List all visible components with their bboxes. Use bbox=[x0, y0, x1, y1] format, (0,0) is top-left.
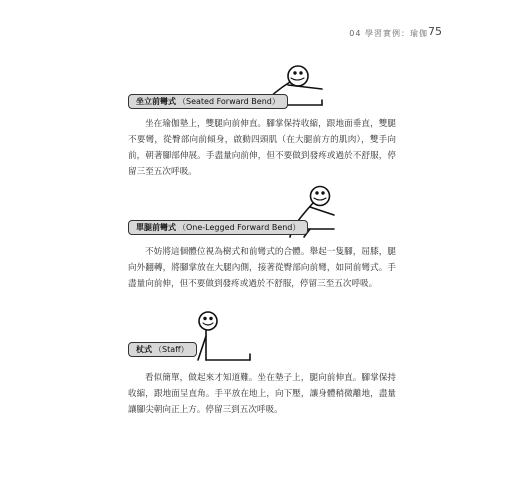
page-number: 75 bbox=[428, 25, 442, 38]
section-title-en: （One-Legged Forward Bend） bbox=[178, 223, 301, 232]
section-label-staff bbox=[128, 342, 197, 357]
section-title-zh: 單腿前彎式 bbox=[136, 223, 176, 232]
section-title-en: （Seated Forward Bend） bbox=[178, 97, 280, 106]
section-title-zh: 坐立前彎式 bbox=[136, 97, 176, 106]
figure-head bbox=[288, 66, 308, 86]
section-label-seated-forward-bend bbox=[128, 94, 288, 109]
section-body-staff: 看似簡單，做起來才知道難。坐在墊子上，腿向前伸直。腳掌保持收縮，跟地面呈直角。手平放在地上，向下壓，讓身體稍微離地，盡量讓腳尖朝向正上方。停留三到五次呼吸。 bbox=[128, 373, 396, 415]
section-title-zh: 杖式 bbox=[136, 345, 152, 354]
staff-pose-figure bbox=[188, 310, 254, 370]
section-label-one-legged-forward-bend bbox=[128, 220, 308, 235]
running-header: 04 學習實例：瑜伽 bbox=[349, 29, 428, 38]
one-legged-forward-bend-figure bbox=[280, 185, 340, 247]
section-body-one-legged-forward-bend: 不妨將這個體位視為樹式和前彎式的合體。舉起一隻腳，屈膝，腿向外翻轉，將腳掌放在大腿內側，接著從臀部向前彎，如同前彎式。手盡量向前伸，但不要做到發疼或過於不舒服，停留三至五次呼吸。 bbox=[128, 247, 396, 289]
figure-head bbox=[199, 312, 217, 330]
section-body-seated-forward-bend: 坐在瑜伽墊上，雙腿向前伸直。腳掌保持收縮，跟地面垂直，雙腿不要彎，從臀部向前傾身，啟動四頭肌（在大腿前方的肌肉），雙手向前，朝著腳部伸展。手盡量向前伸，但不要做到發疼或過於不舒服，停留三至五次呼吸。 bbox=[128, 119, 396, 177]
section-title-en: （Staff） bbox=[154, 345, 189, 354]
